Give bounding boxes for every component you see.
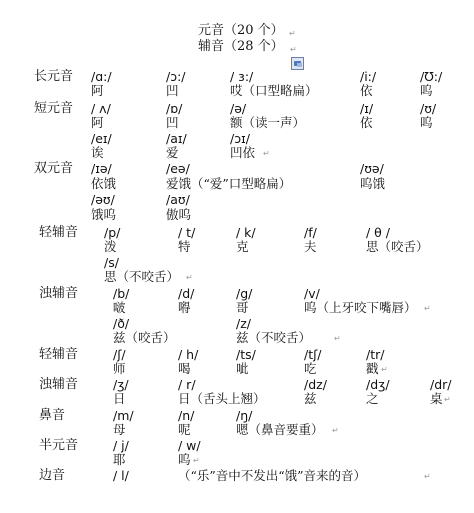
ipa-symbol: /ə/	[230, 101, 247, 116]
pronunciation-hint: 凹	[166, 115, 179, 130]
pronunciation-hint: 吃	[304, 361, 317, 376]
ipa-symbol: / t/	[178, 225, 196, 240]
category-voiceless-consonants: 轻辅音	[39, 225, 79, 240]
pronunciation-hint: 呲	[236, 361, 249, 376]
pronunciation-hint: 哥	[236, 300, 249, 315]
category-voiceless-consonants-2: 轻辅音	[39, 347, 79, 362]
category-voiced-consonants-2: 浊辅音	[39, 377, 79, 392]
pronunciation-hint: 克	[236, 239, 249, 254]
ipa-symbol: /ʃ/	[113, 347, 126, 362]
pronunciation-hint: （“乐”音中不发出“饿”音来的音）	[178, 468, 367, 483]
ipa-symbol: /d/	[178, 286, 195, 301]
embedded-image-icon[interactable]	[291, 57, 304, 70]
pronunciation-hint: 日	[113, 391, 126, 406]
ipa-symbol: /m/	[113, 408, 134, 423]
pronunciation-hint: 思（咬舌）	[366, 239, 429, 254]
ipa-symbol: /ð/	[113, 316, 130, 331]
pronunciation-hint: 桌	[430, 391, 443, 406]
title-vowels: 元音（20 个）	[198, 23, 284, 38]
category-long-vowels: 长元音	[34, 69, 74, 84]
pronunciation-hint: 额（读一声）	[230, 115, 306, 130]
ipa-symbol: / ɜ:/	[230, 69, 254, 84]
ipa-symbol: /ɔ:/	[166, 69, 186, 84]
pronunciation-hint: 诶	[91, 145, 104, 160]
pronunciation-hint: 哎（口型略扁）	[230, 83, 318, 98]
ipa-symbol: / ʌ/	[91, 101, 111, 116]
pronunciation-hint: 嗯（鼻音要重）	[236, 422, 324, 437]
pronunciation-hint: 呜（上牙咬下嘴唇）	[304, 300, 417, 315]
pronunciation-hint: 之	[366, 391, 379, 406]
ipa-symbol: /s/	[104, 255, 119, 270]
pronunciation-hint: 日（舌头上翘）	[178, 391, 266, 406]
pronunciation-hint: 呢	[178, 422, 191, 437]
ipa-symbol: /ŋ/	[236, 408, 253, 423]
category-lateral: 边音	[39, 468, 66, 483]
ipa-symbol: /ɔɪ/	[230, 131, 250, 146]
pronunciation-hint: 嘚	[178, 300, 191, 315]
paragraph-mark: ↵	[289, 29, 296, 38]
ipa-symbol: / w/	[178, 438, 201, 453]
pronunciation-hint: 思（不咬舌）	[104, 269, 180, 284]
ipa-symbol: /eə/	[166, 161, 190, 176]
ipa-symbol: /z/	[236, 316, 251, 331]
paragraph-mark: ↵	[290, 45, 297, 54]
pronunciation-hint: 凹依	[230, 145, 256, 160]
pronunciation-hint: 啵	[113, 300, 126, 315]
pronunciation-hint: 兹（咬舌）	[113, 330, 176, 345]
pronunciation-hint: 特	[178, 239, 191, 254]
pronunciation-hint: 爱	[166, 145, 179, 160]
pronunciation-hint: 母	[113, 422, 126, 437]
ipa-symbol: / h/	[178, 347, 199, 362]
ipa-symbol: /n/	[178, 408, 195, 423]
ipa-symbol: / r/	[178, 377, 196, 392]
ipa-symbol: /f/	[304, 225, 317, 240]
ipa-symbol: / k/	[236, 225, 256, 240]
ipa-symbol: /aʊ/	[166, 192, 190, 207]
paragraph-mark: ↵	[332, 426, 339, 435]
ipa-symbol: /dʒ/	[366, 377, 390, 392]
category-voiced-consonants: 浊辅音	[39, 286, 79, 301]
pronunciation-hint: 傲呜	[166, 207, 192, 222]
ipa-symbol: /aɪ/	[166, 131, 187, 146]
pronunciation-hint: 呜	[420, 115, 433, 130]
pronunciation-hint: 师	[113, 361, 126, 376]
paragraph-mark: ↵	[381, 365, 388, 374]
pronunciation-hint: 呜	[178, 452, 191, 467]
ipa-symbol: /ʊə/	[360, 161, 384, 176]
ipa-symbol: /ɪə/	[91, 161, 112, 176]
ipa-symbol: / j/	[113, 438, 129, 453]
pronunciation-hint: 兹（不咬舌）	[236, 330, 312, 345]
ipa-symbol: /ɒ/	[166, 101, 183, 116]
pronunciation-hint: 耶	[113, 452, 126, 467]
pronunciation-hint: 夫	[304, 239, 317, 254]
pronunciation-hint: 喝	[178, 361, 191, 376]
ipa-symbol: /i:/	[360, 69, 377, 84]
paragraph-mark: ↵	[424, 472, 431, 481]
pronunciation-hint: 兹	[304, 391, 317, 406]
ipa-symbol: /Ʊ:/	[420, 69, 443, 84]
paragraph-mark: ↵	[193, 456, 200, 465]
pronunciation-hint: 呜饿	[360, 176, 386, 191]
ipa-symbol: /ɪ/	[360, 101, 374, 116]
ipa-symbol: /g/	[236, 286, 253, 301]
ipa-symbol: /eɪ/	[91, 131, 112, 146]
ipa-symbol: /dr/	[430, 377, 452, 392]
pronunciation-hint: 依	[360, 83, 373, 98]
pronunciation-hint: 戳	[366, 361, 379, 376]
pronunciation-hint: 凹	[166, 83, 179, 98]
paragraph-mark: ↵	[263, 149, 270, 158]
ipa-symbol: /ts/	[236, 347, 256, 362]
category-nasals: 鼻音	[39, 408, 66, 423]
category-short-vowels: 短元音	[34, 101, 74, 116]
ipa-symbol: /tʃ/	[304, 347, 322, 362]
paragraph-mark: ↵	[186, 273, 193, 282]
ipa-symbol: /b/	[113, 286, 130, 301]
ipa-symbol: / θ /	[366, 225, 391, 240]
pronunciation-hint: 爱饿（“爱”口型略扁）	[166, 176, 292, 191]
ipa-symbol: /tr/	[366, 347, 385, 362]
pronunciation-hint: 依	[360, 115, 373, 130]
pronunciation-hint: 依饿	[91, 176, 117, 191]
category-semi-vowels: 半元音	[39, 438, 79, 453]
ipa-symbol: /ʒ/	[113, 377, 129, 392]
pronunciation-hint: 呜	[420, 83, 433, 98]
category-diphthongs: 双元音	[34, 161, 74, 176]
pronunciation-hint: 泼	[104, 239, 117, 254]
pronunciation-hint: 饿呜	[91, 207, 117, 222]
paragraph-mark: ↵	[444, 395, 451, 404]
ipa-symbol: /əʊ/	[91, 192, 115, 207]
paragraph-mark: ↵	[334, 334, 341, 343]
ipa-symbol: / l/	[113, 468, 129, 483]
paragraph-mark: ↵	[424, 304, 431, 313]
pronunciation-hint: 阿	[91, 83, 104, 98]
ipa-symbol: /ɑ:/	[91, 69, 112, 84]
pronunciation-hint: 阿	[91, 115, 104, 130]
ipa-symbol: /p/	[104, 225, 121, 240]
ipa-symbol: /dz/	[304, 377, 327, 392]
title-consonants: 辅音（28 个）	[198, 39, 284, 54]
ipa-symbol: /ʊ/	[420, 101, 437, 116]
ipa-symbol: /v/	[304, 286, 320, 301]
